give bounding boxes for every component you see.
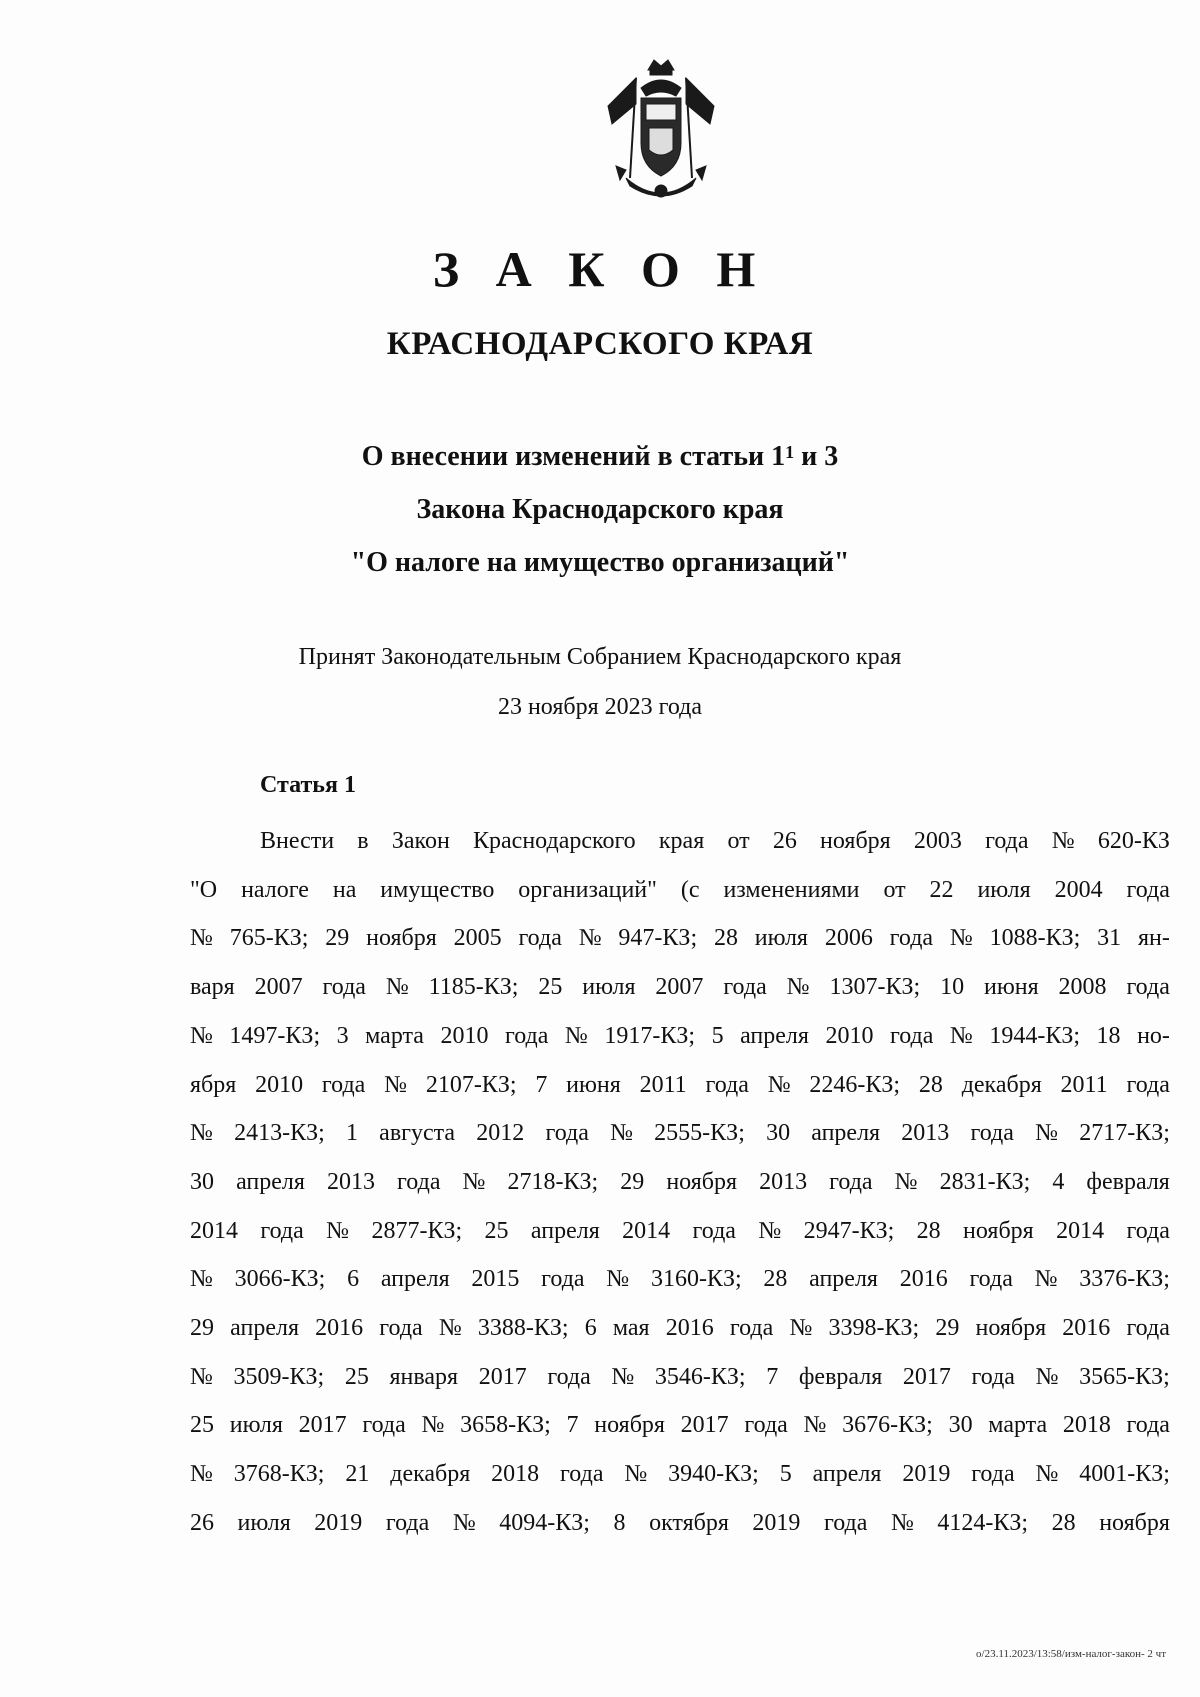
body-word: № [606, 1266, 630, 1293]
body-word: 2947-КЗ; [803, 1217, 895, 1244]
body-word: апреля [236, 1168, 305, 1195]
law-title: З А К О Н [432, 241, 768, 297]
body-word: № [624, 1461, 648, 1488]
body-word: 29 [325, 925, 350, 952]
footer-document-code: о/23.11.2023/13:58/изм-налог-закон- 2 чт [976, 1648, 1166, 1660]
body-word: 28 [713, 925, 738, 952]
body-word: ноября [963, 1217, 1034, 1244]
body-word: 30 [948, 1412, 973, 1439]
body-word: № [890, 1509, 914, 1536]
body-word: апреля [230, 1315, 299, 1342]
body-word: апреля [530, 1217, 600, 1244]
body-word: 2016 [315, 1315, 364, 1342]
adoption-date: 23 ноября 2023 года [497, 694, 703, 720]
body-word: 2014 [190, 1217, 238, 1244]
body-word: 2013 [326, 1168, 375, 1195]
body-word: № [758, 1217, 782, 1244]
body-word: 1088-КЗ; [989, 925, 1081, 952]
body-word: 2018 [491, 1461, 540, 1488]
body-word: 1944-КЗ; [989, 1022, 1081, 1049]
body-word: № [789, 1315, 813, 1342]
body-word: № [611, 1363, 635, 1390]
body-word: в [357, 828, 369, 854]
body-word: от [883, 876, 906, 903]
adoption-note [0, 632, 1200, 732]
body-line [190, 1450, 1170, 1499]
body-line [190, 1061, 1170, 1110]
body-word: 5 [711, 1022, 724, 1049]
body-word: № [1034, 1266, 1058, 1293]
body-word: 25 [484, 1217, 509, 1244]
body-word: 1917-КЗ; [604, 1022, 696, 1049]
body-word: 26 [772, 828, 797, 854]
body-word: 2015 [471, 1266, 520, 1293]
body-line [190, 1207, 1170, 1256]
body-word: 7 [566, 1412, 579, 1439]
body-word: № [894, 1168, 918, 1195]
body-word: апреля [812, 1461, 882, 1488]
body-word: года [1126, 1412, 1170, 1439]
body-word: 3160-КЗ; [650, 1266, 742, 1293]
body-word: июня [983, 974, 1039, 1001]
body-word: года [970, 1120, 1014, 1147]
body-word: но- [1137, 1022, 1170, 1049]
body-word: № [190, 925, 213, 952]
body-word: № [949, 1022, 973, 1049]
body-word: 31 [1097, 925, 1122, 952]
body-word: 4094-КЗ; [499, 1509, 590, 1536]
body-word: 25 [344, 1363, 369, 1390]
body-word: года [829, 1168, 873, 1195]
body-line [190, 866, 1170, 915]
body-word: года [889, 925, 934, 952]
body-word: года [1126, 1071, 1170, 1098]
body-word: 2016 [899, 1266, 948, 1293]
body-line [190, 1158, 1170, 1207]
body-line [190, 1255, 1170, 1304]
subject-line-2: Закона Краснодарского края [416, 494, 784, 525]
body-word: № [384, 1071, 408, 1098]
subject-line-3: "О налоге на имущество организаций" [350, 547, 850, 578]
body-line [190, 817, 1170, 866]
body-word: 2016 [665, 1315, 714, 1342]
body-word: 3398-КЗ; [828, 1315, 920, 1342]
body-word: июля [237, 1509, 291, 1536]
body-word: 10 [940, 974, 965, 1001]
body-word: ноября [366, 925, 437, 952]
body-word: № [1035, 1461, 1059, 1488]
body-word: края [658, 828, 705, 854]
body-line [190, 1353, 1170, 1402]
body-word: 4 [1052, 1168, 1065, 1195]
body-word: 30 [190, 1168, 214, 1195]
adoption-line-1: Принят Законодательным Собранием Краснодарского края [298, 644, 902, 670]
body-word: № [190, 1363, 213, 1390]
body-word: № [190, 1266, 213, 1293]
article-body [190, 817, 1170, 1548]
body-word: декабря [390, 1461, 471, 1488]
body-word: марта [365, 1022, 424, 1049]
body-word: июля [229, 1412, 283, 1439]
body-word: 5 [779, 1461, 792, 1488]
body-word: декабря [961, 1071, 1042, 1098]
body-word: года [385, 1509, 430, 1536]
body-word: 4001-КЗ; [1079, 1461, 1170, 1488]
body-word: года [321, 1071, 366, 1098]
body-word: 2107-КЗ; [425, 1071, 517, 1098]
body-word: года [541, 1266, 585, 1293]
body-word: № [803, 1412, 827, 1439]
body-word: ября [190, 1071, 237, 1098]
body-word: Внести [260, 828, 335, 854]
body-word: марта [988, 1412, 1048, 1439]
body-word: № [767, 1071, 791, 1098]
body-word: 1 [345, 1120, 358, 1147]
body-word: 3940-КЗ; [668, 1461, 759, 1488]
body-word: 2017 [298, 1412, 347, 1439]
body-word: 3658-КЗ; [460, 1412, 551, 1439]
body-word: 6 [584, 1315, 597, 1342]
body-word: 2006 [824, 925, 873, 952]
law-subject [0, 430, 1200, 589]
body-word: 2246-КЗ; [809, 1071, 901, 1098]
body-word: года [560, 1461, 604, 1488]
body-word: августа [379, 1120, 456, 1147]
body-word: "О [190, 876, 218, 903]
body-word: 2018 [1062, 1412, 1111, 1439]
body-word: 6 [347, 1266, 360, 1293]
body-word: года [362, 1412, 406, 1439]
body-word: налоге [241, 876, 309, 903]
body-word: 25 [538, 974, 563, 1001]
body-word: 2013 [759, 1168, 808, 1195]
body-word: 1185-КЗ; [428, 974, 519, 1001]
body-word: 2019 [752, 1509, 801, 1536]
body-word: 3388-КЗ; [477, 1315, 569, 1342]
body-word: 2831-КЗ; [939, 1168, 1031, 1195]
body-word: № [610, 1120, 633, 1147]
body-word: ноября [666, 1168, 738, 1195]
body-word: № [190, 1461, 213, 1488]
body-word: года [547, 1363, 591, 1390]
body-word: 2017 [902, 1363, 951, 1390]
body-word: 3509-КЗ; [233, 1363, 325, 1390]
body-word: 28 [763, 1266, 788, 1293]
body-word: 22 [929, 876, 954, 903]
body-word: 2413-КЗ; [234, 1120, 325, 1147]
subject-superscript: 1 [785, 442, 795, 462]
body-word: 21 [345, 1461, 370, 1488]
body-word: 29 [190, 1315, 214, 1342]
body-word: 2877-КЗ; [371, 1217, 463, 1244]
body-word: № [786, 974, 810, 1001]
body-word: 2010 [440, 1022, 489, 1049]
body-word: 3 [336, 1022, 349, 1049]
body-word: октября [649, 1509, 729, 1536]
body-word: 2017 [478, 1363, 527, 1390]
body-word: года [823, 1509, 868, 1536]
body-word: 29 [935, 1315, 960, 1342]
body-word: года [260, 1217, 304, 1244]
body-line [190, 914, 1170, 963]
body-word: № [438, 1315, 462, 1342]
body-word: 2019 [902, 1461, 951, 1488]
body-word: года [705, 1071, 749, 1098]
body-word: апреля [811, 1120, 881, 1147]
body-word: года [504, 1022, 549, 1049]
body-word: 2011 [1060, 1071, 1108, 1098]
body-word: 3565-КЗ; [1079, 1363, 1170, 1390]
body-word: 2007 [254, 974, 303, 1001]
body-word: года [322, 974, 366, 1001]
body-word: 1307-КЗ; [829, 974, 921, 1001]
body-word: года [518, 925, 562, 952]
body-word: ноября [594, 1412, 665, 1439]
body-word: 1497-КЗ; [229, 1022, 321, 1049]
body-word: ян- [1137, 925, 1170, 952]
body-word: № [462, 1168, 486, 1195]
body-word: 947-КЗ; [618, 925, 698, 952]
body-word: февраля [1086, 1168, 1170, 1195]
subject-line-1-suffix: и 3 [794, 441, 839, 472]
body-word: июля [977, 876, 1031, 903]
body-word: изменениями [723, 876, 860, 903]
body-word: 3546-КЗ; [654, 1363, 746, 1390]
body-word: 26 [190, 1509, 214, 1536]
body-line [190, 1304, 1170, 1353]
body-word: года [379, 1315, 423, 1342]
body-word: 25 [190, 1412, 214, 1439]
body-word: № [190, 1022, 213, 1049]
body-word: № [385, 974, 409, 1001]
body-word: от [727, 828, 750, 854]
body-word: года [1126, 876, 1170, 903]
body-line [190, 1499, 1170, 1548]
body-word: 3376-КЗ; [1079, 1266, 1170, 1293]
body-word: 2717-КЗ; [1079, 1120, 1170, 1147]
body-word: варя [190, 974, 235, 1001]
body-word: апреля [809, 1266, 878, 1293]
body-word: 2012 [476, 1120, 525, 1147]
body-word: 28 [1051, 1509, 1076, 1536]
body-word: 2014 [1056, 1217, 1105, 1244]
body-word: июня [566, 1071, 621, 1098]
body-word: 3676-КЗ; [842, 1412, 933, 1439]
body-word: 2555-КЗ; [654, 1120, 745, 1147]
body-word: 2008 [1058, 974, 1107, 1001]
body-word: года [397, 1168, 441, 1195]
body-word: 18 [1096, 1022, 1121, 1049]
body-word: ноября [1099, 1509, 1170, 1536]
body-word: января [389, 1363, 459, 1390]
body-word: 2016 [1062, 1315, 1111, 1342]
body-line [190, 1109, 1170, 1158]
body-word: 2013 [901, 1120, 950, 1147]
body-word: апреля [740, 1022, 809, 1049]
body-word: 29 [620, 1168, 645, 1195]
body-word: имущество [380, 876, 495, 903]
body-word: года [1126, 974, 1170, 1001]
body-line [190, 1401, 1170, 1450]
body-word: 620-КЗ [1097, 828, 1170, 854]
body-word: № [949, 925, 973, 952]
body-word: года [692, 1217, 736, 1244]
body-word: 3066-КЗ; [234, 1266, 326, 1293]
body-word: 2011 [639, 1071, 687, 1098]
body-word: апреля [380, 1266, 450, 1293]
body-word: года [889, 1022, 934, 1049]
body-word: № [421, 1412, 445, 1439]
body-word: (с [680, 876, 700, 903]
body-word: № [1051, 828, 1075, 854]
body-word: июля [754, 925, 808, 952]
body-word: № [452, 1509, 476, 1536]
body-word: 30 [766, 1120, 791, 1147]
body-line [190, 963, 1170, 1012]
body-word: Краснодарского [473, 828, 636, 854]
body-word: 28 [916, 1217, 941, 1244]
body-word: № [1035, 1363, 1059, 1390]
body-word: 2004 [1054, 876, 1103, 903]
body-word: года [1126, 1315, 1170, 1342]
article-heading: Статья 1 [260, 772, 356, 798]
body-word: июля [582, 974, 636, 1001]
body-word: 2010 [825, 1022, 874, 1049]
body-word: мая [612, 1315, 650, 1342]
body-word: № [564, 1022, 588, 1049]
body-line [190, 1012, 1170, 1061]
body-word: организаций" [518, 876, 657, 903]
body-word: года [1126, 1217, 1170, 1244]
body-word: 4124-КЗ; [937, 1509, 1029, 1536]
body-word: 2010 [255, 1071, 304, 1098]
body-word: года [971, 1363, 1015, 1390]
body-word: 3768-КЗ; [233, 1461, 325, 1488]
body-word: года [744, 1412, 788, 1439]
body-word: 2007 [655, 974, 704, 1001]
body-word: 2718-КЗ; [507, 1168, 599, 1195]
body-word: 7 [535, 1071, 548, 1098]
body-word: года [971, 1461, 1015, 1488]
body-word: года [545, 1120, 589, 1147]
body-word: на [332, 876, 357, 903]
body-word: ноября [820, 828, 891, 854]
coat-of-arms-emblem [596, 58, 726, 208]
body-word: года [729, 1315, 774, 1342]
body-word: года [969, 1266, 1013, 1293]
body-word: 2017 [680, 1412, 729, 1439]
body-word: 7 [766, 1363, 779, 1390]
body-word: года [723, 974, 767, 1001]
body-word: Закон [391, 828, 450, 854]
subject-line-1 [0, 430, 1200, 483]
body-word: № [326, 1217, 350, 1244]
body-word: 2014 [622, 1217, 671, 1244]
body-word: 8 [613, 1509, 626, 1536]
body-word: 2005 [453, 925, 502, 952]
body-word: 765-КЗ; [229, 925, 309, 952]
body-word: года [985, 828, 1029, 854]
body-word: ноября [975, 1315, 1047, 1342]
body-word: № [1035, 1120, 1058, 1147]
body-word: 2003 [913, 828, 962, 854]
body-word: 2019 [314, 1509, 363, 1536]
region-title: КРАСНОДАРСКОГО КРАЯ [386, 326, 814, 362]
body-word: февраля [798, 1363, 883, 1390]
body-word: № [190, 1120, 213, 1147]
body-word: № [578, 925, 602, 952]
body-word: 28 [918, 1071, 943, 1098]
subject-line-1-prefix: О внесении изменений в статьи 1 [361, 441, 786, 472]
